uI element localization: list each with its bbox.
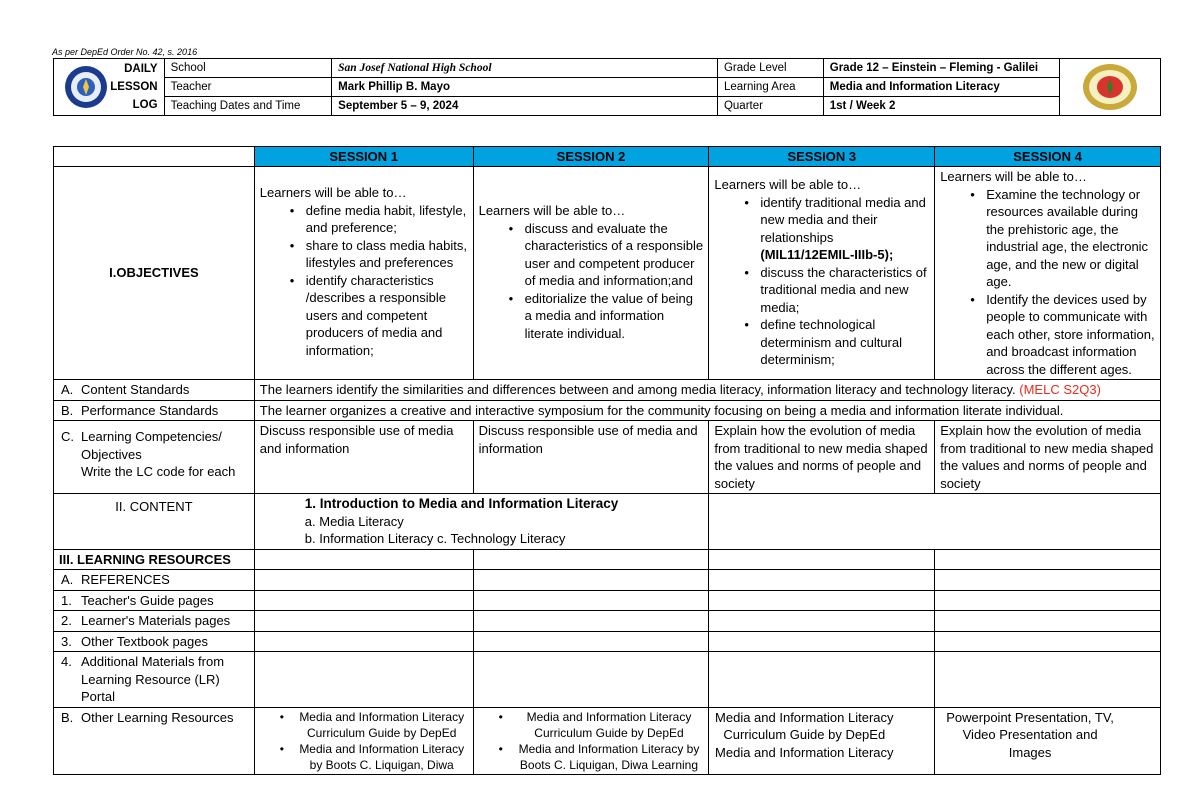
performance-standards-row [54, 400, 1161, 421]
list-item: • Media and Information Literacy Curriculum Guide by DepEd [260, 709, 468, 741]
competency-session-3: Explain how the evolution of media from traditional to new media shaped the values and norms of people and society [709, 421, 935, 494]
session-1-header: SESSION 1 [254, 147, 473, 167]
melc-tag: (MELC S2Q3) [1019, 382, 1101, 397]
school-seal-cell [1060, 59, 1161, 116]
deped-seal-icon [64, 65, 108, 109]
objectives-session-2 [473, 167, 709, 380]
session-header-row [54, 147, 1161, 167]
teaching-dates-value: September 5 – 9, 2024 [332, 97, 718, 116]
resources-header-row [54, 549, 1161, 570]
learners-materials-label: Learner's Materials pages [81, 613, 231, 628]
session-2-header: SESSION 2 [473, 147, 709, 167]
content-title: 1. Introduction to Media and Information Literacy [304, 496, 619, 511]
objectives-intro: Learners will be able to… [714, 177, 862, 192]
objectives-intro: Learners will be able to… [478, 203, 626, 218]
additional-materials-label: Additional Materials from Learning Resource (LR) Portal [81, 654, 225, 704]
learning-area-value: Media and Information Literacy [823, 78, 1059, 97]
session-3-header: SESSION 3 [709, 147, 935, 167]
table-row: 4. Additional Materials from Learning Resource (LR) Portal [54, 652, 1161, 708]
lc-code: (MIL11/12EMIL-IIIb-5); [760, 247, 894, 262]
school-label: School [164, 59, 332, 78]
quarter-value: 1st / Week 2 [823, 97, 1059, 116]
other-resources-session-1 [254, 707, 473, 774]
other-resources-row: B. Other Learning Resources • Media and Information Literacy Curriculum Guide by DepEd • Media and Information Literacy by Boots C. Liquigan, Diwa • Media and Information Literacy Curriculum Guide by DepEd • Media and Information Literacy by Boots C. Liquigan, Diwa Learning Media and Information Literacy Curriculum Guide by DepEd Media and Information Literacy Powerpoint Presentation, TV, Video Presentation and Images [54, 707, 1161, 774]
objectives-row [54, 167, 1161, 380]
content-standards-text: The learners identify the similarities and differences between and among media literacy, information literacy and technology literacy. (MELC S2Q3) [254, 380, 1160, 401]
list-item: • identify traditional media and new media and their relationships (MIL11/12EMIL-IIIb-5); [714, 194, 929, 264]
competencies-row [54, 421, 1161, 494]
deped-seal-cell [54, 59, 165, 116]
competencies-label: C. Learning Competencies/ Objectives Write the LC code for each [54, 421, 255, 494]
list-item: • Examine the technology or resources available during the prehistoric age, the industrial age, the electronic age, and the new or digital age. [940, 186, 1155, 291]
other-textbook-label: Other Textbook pages [81, 633, 208, 649]
teachers-guide-label: Teacher's Guide pages [81, 592, 214, 608]
list-item: • identify characteristics /describes a responsible users and competent producers of media and information; [260, 272, 468, 360]
blank-corner-cell [54, 147, 255, 167]
other-resources-session-4: Powerpoint Presentation, TV, Video Presentation and Images [935, 707, 1161, 774]
competency-session-2: Discuss responsible use of media and information [473, 421, 709, 494]
list-item: • Media and Information Literacy by Boots C. Liquigan, Diwa Learning [479, 741, 704, 773]
objectives-label: I.OBJECTIVES [54, 167, 255, 380]
deped-order-note: As per DepEd Order No. 42, s. 2016 [52, 47, 198, 57]
list-item: • Media and Information Literacy Curriculum Guide by DepEd [479, 709, 704, 741]
performance-standards-text: The learner organizes a creative and interactive symposium for the community focusing on being a media and information literate individual. [254, 400, 1160, 421]
list-item: • share to class media habits, lifestyles and preferences [260, 237, 468, 272]
session-4-header: SESSION 4 [935, 147, 1161, 167]
content-standards-row [54, 380, 1161, 401]
table-row: 1. Teacher's Guide pages [54, 590, 1161, 611]
teaching-dates-label: Teaching Dates and Time [164, 97, 332, 116]
objectives-session-3 [709, 167, 935, 380]
list-item: • define technological determinism and cultural determinism; [714, 316, 929, 369]
content-label: II. CONTENT [54, 494, 255, 550]
list-item: • Identify the devices used by people to communicate with each other, store information, and broadcast information across the different ages. [940, 291, 1155, 379]
content-row [54, 494, 1161, 550]
grade-level-label: Grade Level [717, 59, 823, 78]
objectives-intro: Learners will be able to… [940, 169, 1087, 184]
school-seal-icon [1081, 62, 1139, 112]
objectives-session-1 [254, 167, 473, 380]
teacher-label: Teacher [164, 78, 332, 97]
other-resources-session-2 [473, 707, 709, 774]
objectives-intro: Learners will be able to… [259, 185, 407, 200]
table-row: A. REFERENCES [54, 570, 1161, 591]
dll-title: DAILY LESSON LOG [110, 63, 158, 111]
list-item: • define media habit, lifestyle, and preference; [260, 202, 468, 237]
grade-level-value: Grade 12 – Einstein – Fleming - Galilei [823, 59, 1059, 78]
performance-standards-label: B. Performance Standards [54, 400, 255, 421]
lesson-log-table [53, 146, 1161, 775]
school-value: San Josef National High School [332, 59, 718, 78]
header-table [53, 58, 1161, 116]
resources-label: III. LEARNING RESOURCES [54, 549, 255, 570]
content-item-a: a. Media Literacy [304, 513, 404, 529]
objectives-session-4 [935, 167, 1161, 380]
references-label: REFERENCES [81, 572, 170, 587]
teacher-value: Mark Phillip B. Mayo [332, 78, 718, 97]
content-blank [709, 494, 1161, 550]
list-item: • editorialize the value of being a media and information literate individual. [479, 290, 704, 343]
quarter-label: Quarter [717, 97, 823, 116]
learning-area-label: Learning Area [717, 78, 823, 97]
other-resources-session-3: Media and Information Literacy Curriculum Guide by DepEd Media and Information Literacy [709, 707, 935, 774]
list-item: • discuss and evaluate the characteristics of a responsible user and competent producer of media and information;and [479, 220, 704, 290]
content-item-b: b. Information Literacy c. Technology Literacy [304, 531, 566, 546]
table-row: 2. Learner's Materials pages [54, 611, 1161, 632]
content-standards-label: A. Content Standards [54, 380, 255, 401]
list-item: • Media and Information Literacy by Boots C. Liquigan, Diwa [260, 741, 468, 773]
competency-session-4: Explain how the evolution of media from traditional to new media shaped the values and norms of people and society [935, 421, 1161, 494]
content-topics [254, 494, 709, 550]
competency-session-1: Discuss responsible use of media and information [254, 421, 473, 494]
table-row: 3. Other Textbook pages [54, 631, 1161, 652]
other-resources-label: Other Learning Resources [81, 709, 234, 725]
list-item: • discuss the characteristics of traditional media and new media; [714, 264, 929, 317]
